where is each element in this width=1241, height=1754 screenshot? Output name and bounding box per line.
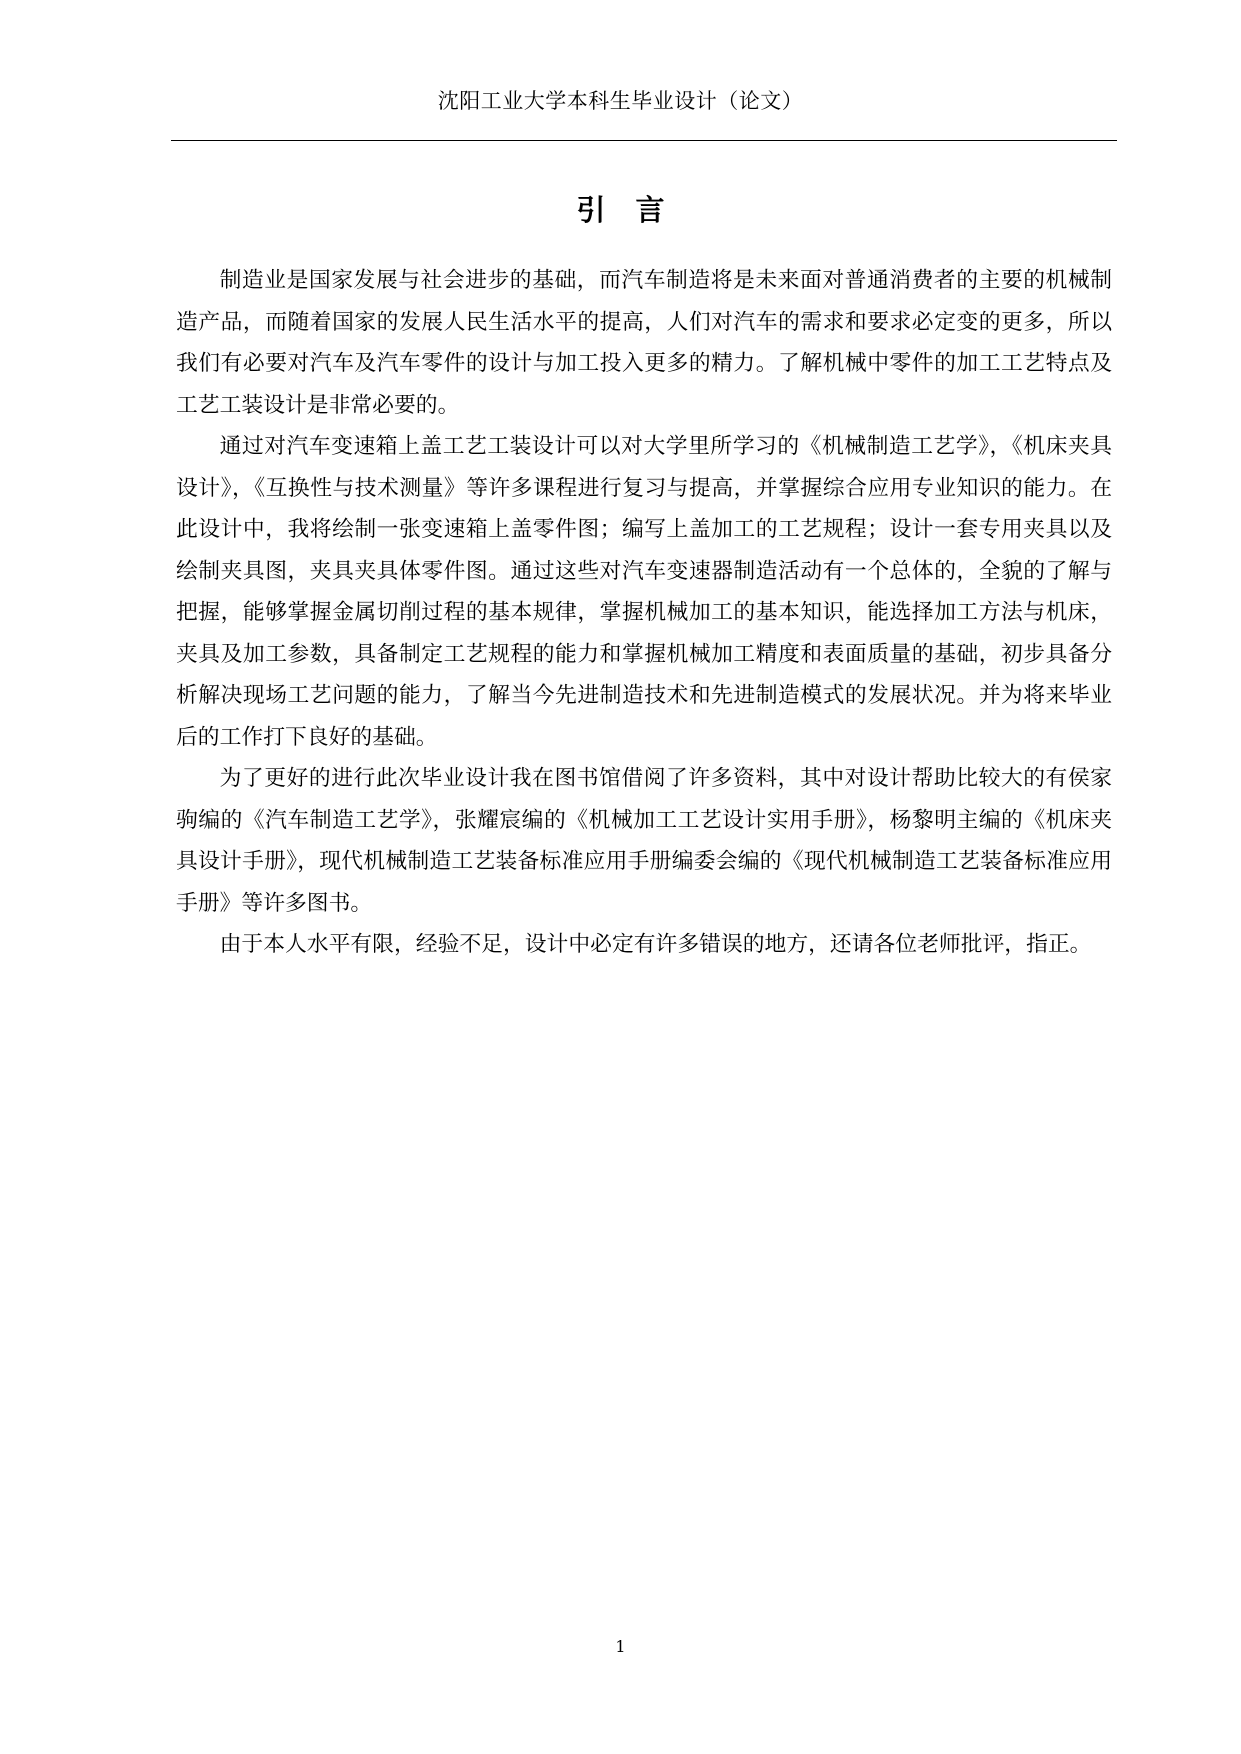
header-rule: [171, 140, 1117, 141]
page-number: 1: [615, 1637, 626, 1656]
paragraph: 通过对汽车变速箱上盖工艺工装设计可以对大学里所学习的《机械制造工艺学》，《机床夹具设计》，《互换性与技术测量》等许多课程进行复习与提高，并掌握综合应用专业知识的能力。在此设计中，我将绘制一张变速箱上盖零件图；编写上盖加工的工艺规程；设计一套专用夹具以及绘制夹具图，夹具夹具体零件图。通过这些对汽车变速器制造活动有一个总体的，全貌的了解与把握，能够掌握金属切削过程的基本规律，掌握机械加工的基本知识，能选择加工方法与机床，夹具及加工参数，具备制定工艺规程的能力和掌握机械加工精度和表面质量的基础，初步具备分析解决现场工艺问题的能力，了解当今先进制造技术和先进制造模式的发展状况。并为将来毕业后的工作打下良好的基础。: [176, 434, 1112, 750]
paragraph: 为了更好的进行此次毕业设计我在图书馆借阅了许多资料，其中对设计帮助比较大的有侯家驹编的《汽车制造工艺学》，张耀宸编的《机械加工工艺设计实用手册》，杨黎明主编的《机床夹具设计手册》，现代机械制造工艺装备标准应用手册编委会编的《现代机械制造工艺装备标准应用手册》等许多图书。: [176, 766, 1112, 916]
paragraph: 由于本人水平有限，经验不足，设计中必定有许多错误的地方，还请各位老师批评，指正。: [219, 932, 1092, 957]
paragraph: 制造业是国家发展与社会进步的基础，而汽车制造将是未来面对普通消费者的主要的机械制造产品，而随着国家的发展人民生活水平的提高，人们对汽车的需求和要求必定变的更多，所以我们有必要对汽车及汽车零件的设计与加工投入更多的精力。了解机械中零件的加工工艺特点及工艺工装设计是非常必要的。: [176, 268, 1112, 418]
body-text: [176, 260, 1112, 966]
section-title: 引言: [576, 193, 695, 227]
running-header: 沈阳工业大学本科生毕业设计（论文）: [437, 89, 804, 113]
